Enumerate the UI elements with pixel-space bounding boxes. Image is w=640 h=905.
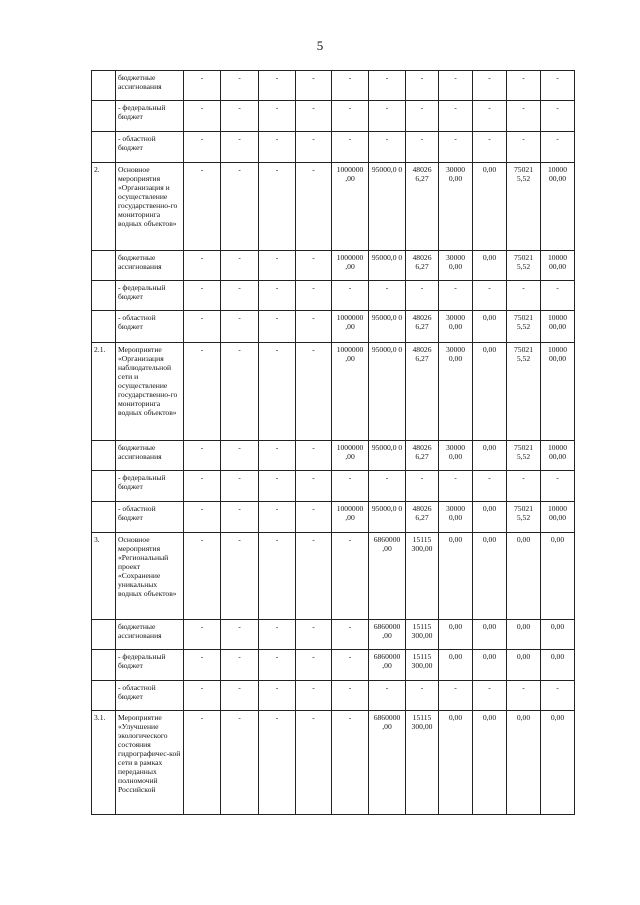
table-row (92, 343, 575, 441)
value-cell: - (332, 533, 369, 620)
row-number-cell: 2. (92, 163, 116, 251)
value-cell: - (184, 163, 221, 251)
table-row (92, 681, 575, 711)
value-cell: - (259, 281, 296, 311)
value-cell: 1000000 ,00 (332, 311, 369, 343)
table-row (92, 163, 575, 251)
value-cell: 30000 0,00 (439, 502, 473, 533)
value-cell: - (221, 343, 259, 441)
value-cell: 0,00 (507, 620, 541, 650)
row-number-cell: 2.1. (92, 343, 116, 441)
value-cell: 75021 5,52 (507, 251, 541, 281)
row-number-cell (92, 101, 116, 132)
value-cell: - (296, 441, 332, 471)
value-cell: 0,00 (439, 533, 473, 620)
row-number-cell (92, 681, 116, 711)
value-cell: - (332, 471, 369, 502)
value-cell: 30000 0,00 (439, 441, 473, 471)
value-cell: 10000 00,00 (541, 311, 575, 343)
value-cell: - (439, 281, 473, 311)
value-cell: 1000000 ,00 (332, 343, 369, 441)
value-cell: - (507, 281, 541, 311)
row-number-cell: 3.1. (92, 711, 116, 815)
value-cell: 95000,0 0 (369, 163, 406, 251)
value-cell: - (259, 502, 296, 533)
value-cell: - (221, 533, 259, 620)
value-cell: - (369, 132, 406, 163)
value-cell: - (184, 311, 221, 343)
value-cell: - (184, 343, 221, 441)
value-cell: - (221, 681, 259, 711)
row-name-cell: Основное мероприятия «Региональный проект «Сохранение уникальных водных объектов» (116, 533, 184, 620)
value-cell: - (259, 343, 296, 441)
value-cell: 0,00 (439, 650, 473, 681)
value-cell: - (259, 681, 296, 711)
value-cell: 10000 00,00 (541, 163, 575, 251)
table-row (92, 533, 575, 620)
value-cell: 48026 6,27 (406, 163, 439, 251)
table-row (92, 441, 575, 471)
value-cell: 0,00 (507, 533, 541, 620)
value-cell: - (221, 101, 259, 132)
value-cell: - (296, 681, 332, 711)
value-cell: - (184, 533, 221, 620)
value-cell: 10000 00,00 (541, 502, 575, 533)
value-cell: - (332, 281, 369, 311)
value-cell: - (541, 471, 575, 502)
row-name-cell: Мероприятие «Организация наблюдательной сети и осуществление государственно-го мониторинга водных объектов» (116, 343, 184, 441)
value-cell: - (473, 681, 507, 711)
value-cell: 95000,0 0 (369, 441, 406, 471)
value-cell: 95000,0 0 (369, 251, 406, 281)
value-cell: - (439, 101, 473, 132)
value-cell: - (296, 650, 332, 681)
value-cell: - (221, 132, 259, 163)
value-cell: 30000 0,00 (439, 343, 473, 441)
value-cell: - (406, 281, 439, 311)
value-cell: - (184, 502, 221, 533)
value-cell: 30000 0,00 (439, 311, 473, 343)
value-cell: - (473, 132, 507, 163)
value-cell: - (296, 163, 332, 251)
value-cell: 48026 6,27 (406, 441, 439, 471)
value-cell: - (332, 681, 369, 711)
value-cell: - (221, 711, 259, 815)
value-cell: - (296, 533, 332, 620)
value-cell: - (439, 681, 473, 711)
value-cell: - (406, 132, 439, 163)
table-row (92, 650, 575, 681)
row-name-cell: - федеральный бюджет (116, 650, 184, 681)
table-row (92, 71, 575, 101)
value-cell: - (369, 101, 406, 132)
value-cell: - (221, 650, 259, 681)
value-cell: - (259, 71, 296, 101)
value-cell: - (541, 681, 575, 711)
row-name-cell: бюджетные ассигнования (116, 251, 184, 281)
value-cell: - (184, 711, 221, 815)
row-name-cell: - областной бюджет (116, 132, 184, 163)
value-cell: 6860000 ,00 (369, 533, 406, 620)
value-cell: - (473, 101, 507, 132)
value-cell: - (296, 251, 332, 281)
value-cell: 15115 300,00 (406, 533, 439, 620)
value-cell: 0,00 (473, 251, 507, 281)
value-cell: - (296, 311, 332, 343)
value-cell: - (221, 281, 259, 311)
value-cell: 0,00 (473, 620, 507, 650)
value-cell: - (259, 650, 296, 681)
value-cell: - (221, 471, 259, 502)
row-number-cell (92, 311, 116, 343)
row-name-cell: Мероприятие «Улучшение экологического состояния гидрографичес-кой сети в рамках переданных полномочий Российской (116, 711, 184, 815)
value-cell: 0,00 (507, 650, 541, 681)
value-cell: 0,00 (439, 711, 473, 815)
value-cell: - (332, 101, 369, 132)
value-cell: - (507, 132, 541, 163)
value-cell: - (184, 471, 221, 502)
value-cell: 1000000 ,00 (332, 441, 369, 471)
row-name-cell: - федеральный бюджет (116, 101, 184, 132)
value-cell: 0,00 (439, 620, 473, 650)
row-name-cell: - областной бюджет (116, 502, 184, 533)
page-number: 5 (316, 38, 324, 53)
row-name-cell: бюджетные ассигнования (116, 71, 184, 101)
value-cell: - (369, 681, 406, 711)
value-cell: 1000000 ,00 (332, 502, 369, 533)
value-cell: - (184, 620, 221, 650)
value-cell: 10000 00,00 (541, 251, 575, 281)
value-cell: 30000 0,00 (439, 251, 473, 281)
value-cell: - (259, 471, 296, 502)
value-cell: 48026 6,27 (406, 311, 439, 343)
value-cell: - (259, 620, 296, 650)
value-cell: - (296, 132, 332, 163)
value-cell: 0,00 (541, 650, 575, 681)
value-cell: - (332, 620, 369, 650)
value-cell: 0,00 (473, 163, 507, 251)
value-cell: 75021 5,52 (507, 343, 541, 441)
table-row (92, 311, 575, 343)
value-cell: 95000,0 0 (369, 311, 406, 343)
value-cell: 15115 300,00 (406, 620, 439, 650)
value-cell: - (541, 71, 575, 101)
value-cell: - (296, 101, 332, 132)
value-cell: - (507, 101, 541, 132)
table-row (92, 281, 575, 311)
value-cell: - (221, 441, 259, 471)
value-cell: - (473, 471, 507, 502)
value-cell: 6860000 ,00 (369, 711, 406, 815)
value-cell: - (296, 471, 332, 502)
row-number-cell (92, 132, 116, 163)
value-cell: - (473, 71, 507, 101)
value-cell: - (184, 71, 221, 101)
value-cell: - (507, 71, 541, 101)
row-name-cell: - областной бюджет (116, 311, 184, 343)
value-cell: 6860000 ,00 (369, 620, 406, 650)
row-number-cell (92, 251, 116, 281)
value-cell: - (184, 101, 221, 132)
value-cell: 0,00 (473, 502, 507, 533)
row-name-cell: бюджетные ассигнования (116, 620, 184, 650)
value-cell: 0,00 (541, 533, 575, 620)
value-cell: - (541, 132, 575, 163)
row-name-cell: бюджетные ассигнования (116, 441, 184, 471)
value-cell: - (473, 281, 507, 311)
row-number-cell (92, 620, 116, 650)
row-number-cell (92, 71, 116, 101)
row-name-cell: - федеральный бюджет (116, 471, 184, 502)
value-cell: 75021 5,52 (507, 311, 541, 343)
row-number-cell (92, 441, 116, 471)
value-cell: - (369, 471, 406, 502)
value-cell: - (406, 71, 439, 101)
row-number-cell (92, 502, 116, 533)
value-cell: - (184, 681, 221, 711)
value-cell: 75021 5,52 (507, 163, 541, 251)
table-row (92, 620, 575, 650)
value-cell: - (221, 620, 259, 650)
value-cell: - (259, 311, 296, 343)
value-cell: - (296, 343, 332, 441)
row-number-cell: 3. (92, 533, 116, 620)
value-cell: - (507, 681, 541, 711)
value-cell: - (296, 281, 332, 311)
value-cell: - (541, 281, 575, 311)
value-cell: - (184, 251, 221, 281)
row-number-cell (92, 281, 116, 311)
value-cell: - (221, 163, 259, 251)
row-name-cell: - областной бюджет (116, 681, 184, 711)
value-cell: - (332, 711, 369, 815)
value-cell: 1000000 ,00 (332, 163, 369, 251)
value-cell: - (439, 132, 473, 163)
row-number-cell (92, 650, 116, 681)
value-cell: - (221, 311, 259, 343)
value-cell: - (259, 163, 296, 251)
value-cell: 0,00 (473, 533, 507, 620)
value-cell: 15115 300,00 (406, 711, 439, 815)
value-cell: - (259, 711, 296, 815)
table-row (92, 101, 575, 132)
value-cell: - (296, 71, 332, 101)
value-cell: 1000000 ,00 (332, 251, 369, 281)
value-cell: 0,00 (541, 711, 575, 815)
value-cell: - (259, 101, 296, 132)
table-row (92, 251, 575, 281)
value-cell: 95000,0 0 (369, 343, 406, 441)
table-row (92, 471, 575, 502)
value-cell: - (221, 502, 259, 533)
value-cell: - (259, 533, 296, 620)
value-cell: 0,00 (473, 711, 507, 815)
value-cell: - (406, 101, 439, 132)
value-cell: 95000,0 0 (369, 502, 406, 533)
value-cell: 10000 00,00 (541, 343, 575, 441)
value-cell: 10000 00,00 (541, 441, 575, 471)
value-cell: 15115 300,00 (406, 650, 439, 681)
value-cell: - (184, 650, 221, 681)
value-cell: - (332, 71, 369, 101)
value-cell: 0,00 (541, 620, 575, 650)
value-cell: 0,00 (473, 441, 507, 471)
value-cell: - (259, 251, 296, 281)
value-cell: 0,00 (473, 311, 507, 343)
value-cell: 48026 6,27 (406, 343, 439, 441)
value-cell: 30000 0,00 (439, 163, 473, 251)
value-cell: - (296, 620, 332, 650)
table-row (92, 132, 575, 163)
value-cell: - (369, 281, 406, 311)
value-cell: - (406, 681, 439, 711)
value-cell: - (259, 441, 296, 471)
value-cell: - (369, 71, 406, 101)
value-cell: - (296, 711, 332, 815)
value-cell: 0,00 (507, 711, 541, 815)
value-cell: - (332, 650, 369, 681)
value-cell: - (541, 101, 575, 132)
value-cell: - (296, 502, 332, 533)
value-cell: 0,00 (473, 650, 507, 681)
value-cell: - (221, 71, 259, 101)
value-cell: - (184, 441, 221, 471)
value-cell: - (184, 132, 221, 163)
value-cell: - (184, 281, 221, 311)
value-cell: 6860000 ,00 (369, 650, 406, 681)
value-cell: - (507, 471, 541, 502)
value-cell: - (332, 132, 369, 163)
budget-table (91, 70, 575, 815)
value-cell: - (406, 471, 439, 502)
table-row (92, 711, 575, 815)
row-name-cell: Основное мероприятия «Организация и осуществление государственно-го мониторинга водных объектов» (116, 163, 184, 251)
value-cell: - (221, 251, 259, 281)
value-cell: 48026 6,27 (406, 251, 439, 281)
row-name-cell: - федеральный бюджет (116, 281, 184, 311)
value-cell: 0,00 (473, 343, 507, 441)
value-cell: - (439, 71, 473, 101)
value-cell: 48026 6,27 (406, 502, 439, 533)
value-cell: 75021 5,52 (507, 502, 541, 533)
row-number-cell (92, 471, 116, 502)
value-cell: - (439, 471, 473, 502)
value-cell: - (259, 132, 296, 163)
value-cell: 75021 5,52 (507, 441, 541, 471)
table-row (92, 502, 575, 533)
